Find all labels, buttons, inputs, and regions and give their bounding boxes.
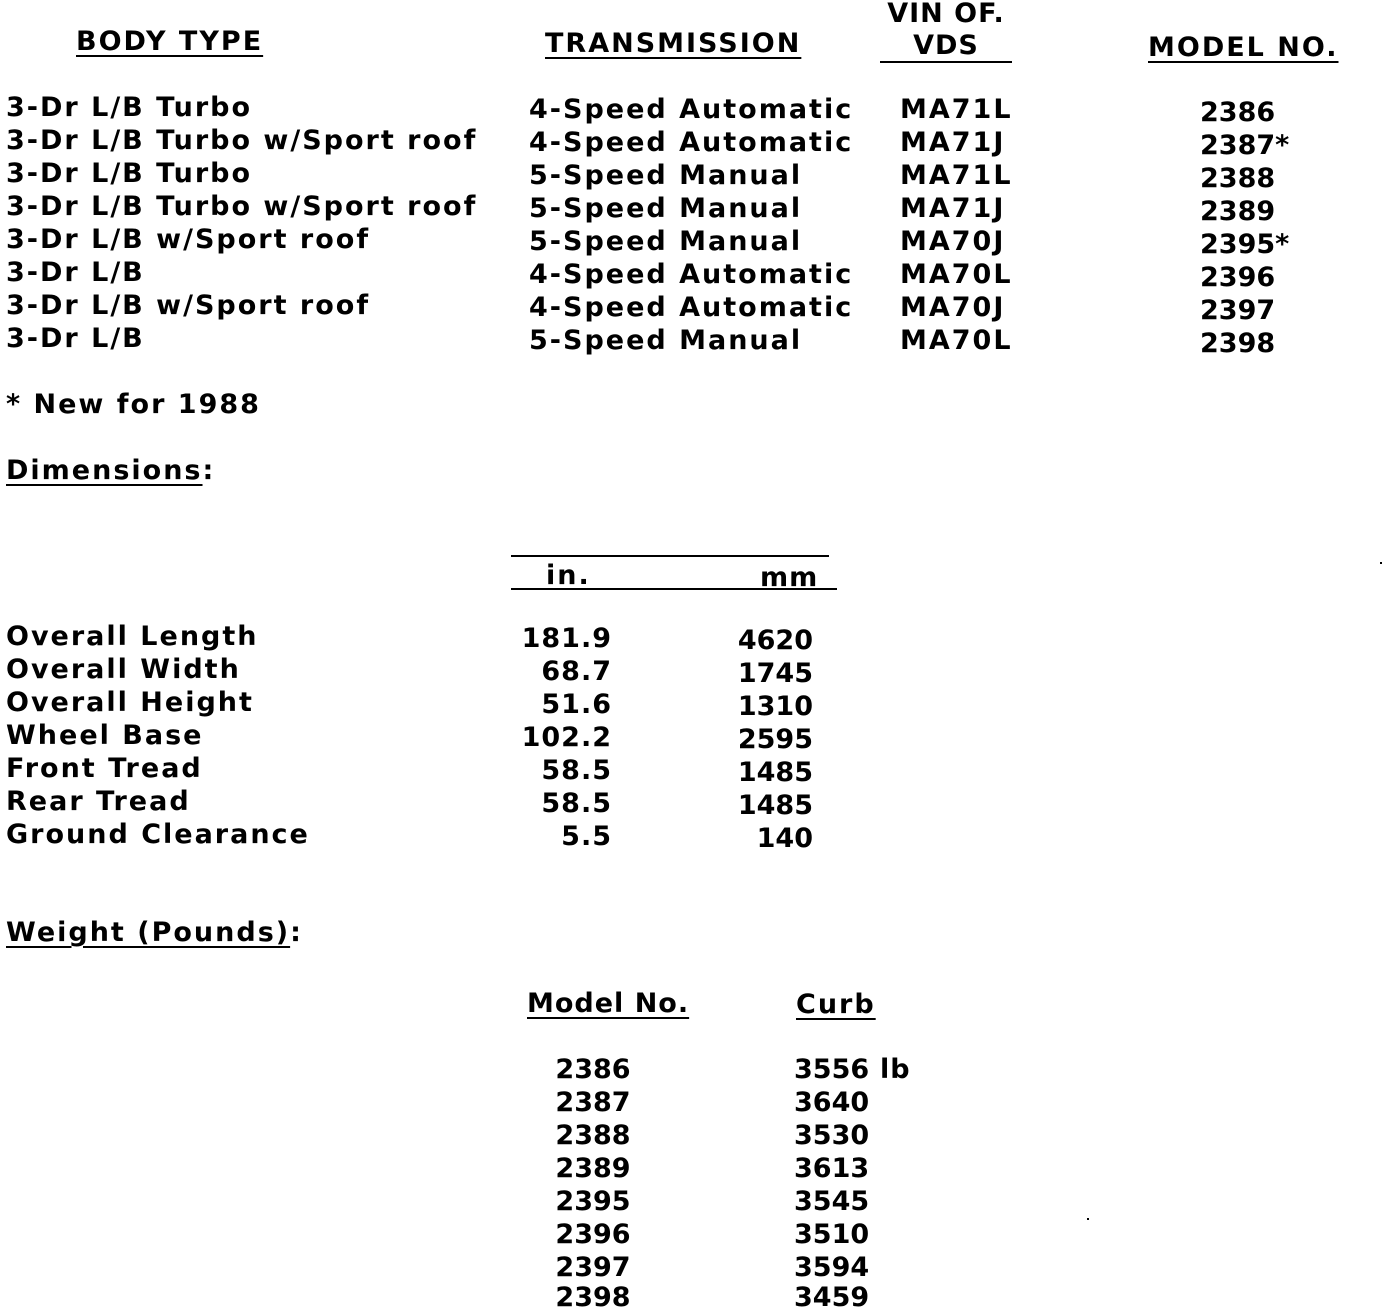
weight-unit: lb — [880, 1054, 911, 1085]
dimensions-col-in: in. — [546, 560, 591, 591]
transmission-cell: 5-Speed Manual — [529, 193, 803, 224]
weight-model: 2396 — [555, 1219, 631, 1250]
weight-heading — [6, 919, 303, 946]
weight-model: 2389 — [555, 1153, 631, 1184]
body-type-cell: 3-Dr L/B Turbo — [6, 158, 253, 189]
dimension-mm: 1485 — [737, 757, 813, 788]
dimension-in: 68.7 — [541, 656, 612, 687]
model-cell: 2387* — [1200, 130, 1290, 161]
weight-curb: 3545 — [794, 1186, 870, 1217]
model-cell: 2397 — [1200, 295, 1276, 326]
dimension-mm: 4620 — [737, 625, 813, 656]
table-row — [0, 292, 1392, 325]
transmission-cell: 4-Speed Automatic — [529, 94, 854, 125]
dimension-row — [0, 755, 1392, 788]
dimension-in: 51.6 — [541, 689, 612, 720]
transmission-cell: 5-Speed Manual — [529, 325, 803, 356]
dimensions-top-rule — [511, 555, 829, 557]
body-type-cell: 3-Dr L/B Turbo — [6, 92, 253, 123]
dimension-row — [0, 722, 1392, 755]
vds-cell: MA71L — [900, 94, 1013, 125]
dimension-in: 102.2 — [521, 722, 612, 753]
vds-cell: MA71L — [900, 160, 1013, 191]
dimensions-heading-text: Dimensions — [6, 455, 203, 486]
transmission-cell: 4-Speed Automatic — [529, 259, 854, 290]
dimension-mm: 2595 — [737, 724, 813, 755]
dimension-label: Overall Width — [6, 654, 241, 685]
weight-curb: 3594 — [794, 1252, 870, 1283]
dimension-row — [0, 689, 1392, 722]
weight-model: 2395 — [555, 1186, 631, 1217]
header-model-no: MODEL NO. — [1148, 32, 1339, 63]
dimensions-header-rule — [511, 588, 837, 590]
dimensions-heading-colon: : — [202, 455, 216, 486]
dimension-row — [0, 656, 1392, 689]
weight-row — [0, 1284, 1392, 1310]
weight-heading-colon: : — [290, 917, 303, 948]
dimension-label: Wheel Base — [6, 720, 204, 751]
model-cell: 2396 — [1200, 262, 1276, 293]
dimension-in: 5.5 — [561, 821, 612, 852]
weight-model: 2387 — [555, 1087, 631, 1118]
table-row — [0, 127, 1392, 160]
vds-cell: MA71J — [900, 127, 1006, 158]
table-row — [0, 160, 1392, 193]
weight-curb: 3613 — [794, 1153, 870, 1184]
dimension-label: Overall Height — [6, 687, 254, 718]
dimension-label: Rear Tread — [6, 786, 191, 817]
scan-speck — [1380, 562, 1382, 564]
dimension-row — [0, 788, 1392, 821]
vds-cell: MA71J — [900, 193, 1006, 224]
table-row — [0, 226, 1392, 259]
vds-cell: MA70J — [900, 226, 1006, 257]
dimension-in: 58.5 — [541, 788, 612, 819]
vds-cell: MA70L — [900, 259, 1013, 290]
table-row — [0, 94, 1392, 127]
dimension-label: Front Tread — [6, 753, 203, 784]
model-cell: 2395* — [1200, 229, 1290, 260]
transmission-cell: 4-Speed Automatic — [529, 292, 854, 323]
vds-cell: MA70J — [900, 292, 1006, 323]
weight-model: 2398 — [555, 1284, 631, 1310]
weight-curb: 3530 — [794, 1120, 870, 1151]
weight-model: 2386 — [555, 1054, 631, 1085]
dimension-row — [0, 623, 1392, 656]
body-type-cell: 3-Dr L/B w/Sport roof — [6, 224, 371, 255]
model-cell: 2388 — [1200, 163, 1276, 194]
body-type-cell: 3-Dr L/B Turbo w/Sport roof — [6, 191, 478, 222]
weight-row — [0, 1155, 1392, 1188]
header-vin-line2: VDS — [913, 30, 979, 61]
weight-curb: 3459 — [794, 1284, 870, 1310]
weight-col-model: Model No. — [527, 988, 690, 1019]
weight-model: 2388 — [555, 1120, 631, 1151]
weight-row — [0, 1188, 1392, 1221]
header-transmission: TRANSMISSION — [545, 28, 802, 59]
transmission-cell: 5-Speed Manual — [529, 226, 803, 257]
weight-heading-text: Weight (Pounds) — [6, 917, 291, 948]
weight-row — [0, 1056, 1392, 1089]
dimension-row — [0, 821, 1392, 854]
table-row — [0, 193, 1392, 226]
dimension-label: Ground Clearance — [6, 819, 310, 850]
footnote: * New for 1988 — [6, 389, 261, 420]
model-cell: 2398 — [1200, 328, 1276, 359]
body-type-cell: 3-Dr L/B — [6, 323, 145, 354]
transmission-cell: 5-Speed Manual — [529, 160, 803, 191]
dimension-in: 181.9 — [521, 623, 612, 654]
dimension-mm: 1485 — [737, 790, 813, 821]
model-cell: 2389 — [1200, 196, 1276, 227]
dimension-mm: 1310 — [737, 691, 813, 722]
weight-curb: 3640 — [794, 1087, 870, 1118]
scan-speck — [1087, 1218, 1089, 1220]
dimension-label: Overall Length — [6, 621, 259, 652]
dimension-mm: 140 — [756, 823, 813, 854]
vds-cell: MA70L — [900, 325, 1013, 356]
table-row — [0, 325, 1392, 358]
weight-row — [0, 1221, 1392, 1254]
model-cell: 2386 — [1200, 97, 1276, 128]
header-body-type: BODY TYPE — [76, 26, 264, 57]
body-type-cell: 3-Dr L/B w/Sport roof — [6, 290, 371, 321]
transmission-cell: 4-Speed Automatic — [529, 127, 854, 158]
weight-model: 2397 — [555, 1252, 631, 1283]
dimension-in: 58.5 — [541, 755, 612, 786]
weight-row — [0, 1254, 1392, 1287]
vin-header-rule — [880, 61, 1012, 63]
weight-curb: 3556 — [794, 1054, 870, 1085]
weight-row — [0, 1122, 1392, 1155]
weight-col-curb: Curb — [796, 989, 876, 1020]
header-vin-line1: VIN OF. — [887, 0, 1005, 29]
weight-curb: 3510 — [794, 1219, 870, 1250]
weight-row — [0, 1089, 1392, 1122]
dimension-mm: 1745 — [737, 658, 813, 689]
dimensions-heading — [6, 457, 215, 484]
body-type-cell: 3-Dr L/B — [6, 257, 145, 288]
dimensions-col-mm: mm — [760, 562, 819, 593]
body-type-cell: 3-Dr L/B Turbo w/Sport roof — [6, 125, 478, 156]
table-row — [0, 259, 1392, 292]
